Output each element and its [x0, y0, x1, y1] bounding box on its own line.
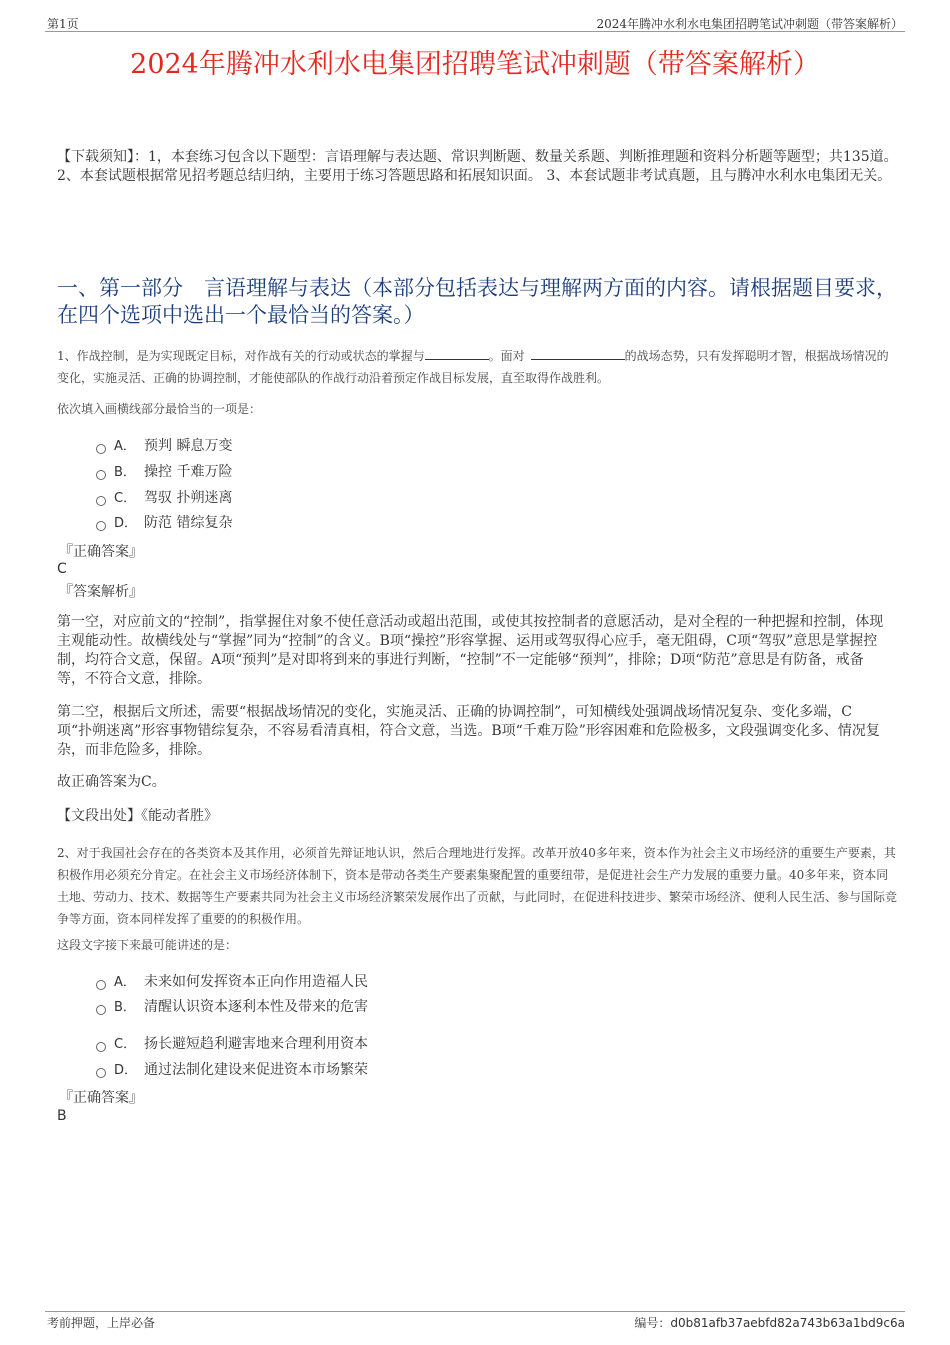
- question-1-answer: C: [57, 561, 67, 577]
- header-divider: [45, 31, 905, 32]
- question-1-option-d[interactable]: D． 防范 错综复杂: [96, 513, 232, 533]
- section-heading: 一、第一部分 言语理解与表达（本部分包括表达与理解两方面的内容。请根据题目要求，在四个选项中选出一个最恰当的答案。）: [57, 276, 897, 327]
- question-1-analysis-label: 『答案解析』: [59, 584, 143, 600]
- question-1-stem: 1、作战控制，是为实现既定目标，对作战有关的行动或状态的掌握与 。面对 的战场态势，只有发挥聪明才智，根据战场情况的变化，实施灵活、正确的协调控制，才能使部队的作战行动沿着预定作战目标发展，直至取得作战胜利。: [57, 349, 889, 385]
- radio-icon[interactable]: [96, 470, 106, 480]
- question-1-source: 【文段出处】《能动者胜》: [57, 808, 218, 824]
- header-doc-title: 2024年腾冲水利水电集团招聘笔试冲刺题（带答案解析）: [596, 17, 903, 31]
- question-1-analysis-paragraph-1: 第一空，对应前文的“控制”，指掌握住对象不使任意活动或超出范围，或使其按控制者的意愿活动，是对全程的一种把握和控制，体现主观能动性。故横线处与“掌握”同为“控制”的含义。B项“操控”形容掌握、运用或驾驭得心应手，毫无阻碍，C项“驾驭”意思是掌握控制，均符合文意，保留。A项“预判”是对即将到来的事进行判断，“控制”不一定能够“预判”，排除；D项“防范”意思是有防备，戒备等，不符合文意，排除。: [57, 614, 884, 687]
- page-number: 第1页: [47, 17, 79, 31]
- question-1-analysis-paragraph-2: 第二空，根据后文所述，需要“根据战场情况的变化，实施灵活、正确的协调控制”，可知横线处强调战场情况复杂、变化多端，C项“扑朔迷离”形容事物错综复杂，不容易看清真相，符合文意，当选。B项“千难万险”形容困难和危险极多，文段强调变化多、情况复杂，而非危险多，排除。: [57, 704, 880, 758]
- question-2-prompt: 这段文字接下来最可能讲述的是：: [57, 938, 238, 952]
- question-2-stem: 2、对于我国社会存在的各类资本及其作用，必须首先辩证地认识，然后合理地进行发挥。改革开放40多年来，资本作为社会主义市场经济的重要生产要素，其积极作用必须充分肯定。在社会主义市场经济体制下，资本是带动各类生产要素集聚配置的重要纽带，是促进社会生产力发展的重要力量。40多年来，资本同土地、劳动力、技术、数据等生产要素共同为社会主义市场经济繁荣发展作出了贡献，与此同时，在促进科技进步、繁荣市场经济、便利人民生活、参与国际竞争等方面，资本同样发挥了重要的的积极作用。: [57, 846, 898, 926]
- footer-divider: [45, 1311, 905, 1312]
- download-notice: 【下载须知】：1，本套练习包含以下题型：言语理解与表达题、常识判断题、数量关系题、判断推理题和资料分析题等题型；共135道。 2、本套试题根据常见招考题总结归纳，主要用于练习答题思路和拓展知识面。 3、本套试题非考试真题，且与腾冲水利水电集团无关。: [57, 149, 898, 184]
- radio-icon[interactable]: [96, 1068, 106, 1078]
- footer-slogan: 考前押题，上岸必备: [47, 1316, 156, 1330]
- radio-icon[interactable]: [96, 444, 106, 454]
- footer-document-code: 编号：d0b81afb37aebfd82a743b63a1bd9c6a: [634, 1316, 905, 1330]
- question-1-option-a[interactable]: A． 预判 瞬息万变: [96, 436, 232, 456]
- question-2-option-b[interactable]: B． 清醒认识资本逐利本性及带来的危害: [96, 997, 368, 1017]
- page-title: 2024年腾冲水利水电集团招聘笔试冲刺题（带答案解析）: [130, 49, 820, 80]
- radio-icon[interactable]: [96, 1042, 106, 1052]
- question-1-option-c[interactable]: C． 驾驭 扑朔迷离: [96, 488, 232, 508]
- question-2-answer: B: [57, 1108, 67, 1124]
- radio-icon[interactable]: [96, 1005, 106, 1015]
- question-2-answer-label: 『正确答案』: [59, 1090, 143, 1106]
- question-2-option-a[interactable]: A． 未来如何发挥资本正向作用造福人民: [96, 972, 368, 992]
- question-1-prompt: 依次填入画横线部分最恰当的一项是：: [57, 402, 262, 416]
- question-1-option-b[interactable]: B． 操控 千难万险: [96, 462, 232, 482]
- question-2-option-c[interactable]: C． 扬长避短趋利避害地来合理利用资本: [96, 1034, 368, 1054]
- question-1-conclusion: 故正确答案为C。: [57, 774, 166, 790]
- radio-icon[interactable]: [96, 496, 106, 506]
- question-1-answer-label: 『正确答案』: [59, 544, 143, 560]
- question-2-option-d[interactable]: D． 通过法制化建设来促进资本市场繁荣: [96, 1060, 368, 1080]
- radio-icon[interactable]: [96, 980, 106, 990]
- radio-icon[interactable]: [96, 521, 106, 531]
